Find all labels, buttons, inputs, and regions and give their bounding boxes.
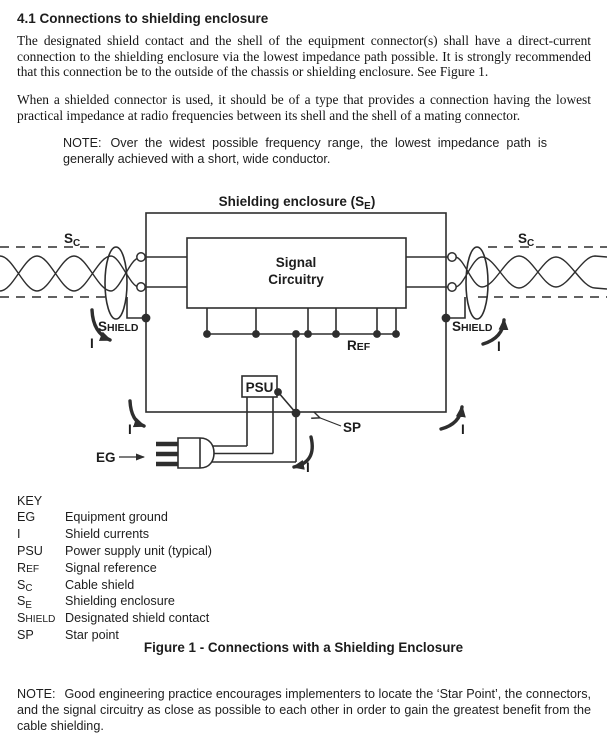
section-heading: 4.1 Connections to shielding enclosure [17,11,269,26]
connector-pin [448,283,456,291]
key-definition: Designated shield contact [65,611,210,626]
figure-key [17,494,437,645]
figure-caption: Figure 1 - Connections with a Shielding Enclosure [143,640,464,655]
connector-pin [448,253,456,261]
plug-symbol [178,438,214,468]
current-arrow-left-lower [130,401,144,426]
key-term: SC [17,577,33,595]
shield-contact-dot-left [142,314,151,323]
key-definition: Equipment ground [65,509,168,524]
note-bottom [17,686,591,734]
current-label: I [461,422,465,437]
connector-pin [137,253,145,261]
key-definition: Shielding enclosure [65,594,175,609]
shield-contact-dot-right [442,314,451,323]
current-label: I [128,422,132,437]
key-definition: Cable shield [65,577,135,592]
cable-connector-right [466,247,488,319]
shield-label-right: SHIELD [452,319,493,334]
key-term: EG [17,509,36,524]
key-term: PSU [17,543,43,558]
current-arrow-right-lower [441,407,462,429]
key-heading: KEY [17,494,43,508]
key-row [17,544,437,561]
twisted-pair-right [455,256,607,289]
cable-shield-dashed-left [0,247,106,297]
key-row [17,578,437,595]
key-row [17,611,437,628]
key-definition: Signal reference [65,560,157,575]
key-definition: Star point [65,628,119,643]
key-row [17,510,437,527]
cable-shield-dashed-right [478,247,607,297]
ref-bus [207,308,396,334]
plug-prongs [156,444,179,464]
ref-node [373,330,381,338]
signal-circuitry-label-line2: Circuitry [268,272,324,287]
ref-node [252,330,260,338]
figure-title: Shielding enclosure $(S_E)$ [218,194,376,212]
signal-circuitry-label-line1: Signal [275,255,317,270]
current-label: I [306,460,310,475]
note-label: NOTE: [17,687,56,701]
note-text: Over the widest possible frequency range, the lowest impedance path is generally achieved with a short, wide conductor. [63,136,547,166]
shield-label-left: SHIELD [98,319,139,334]
note-indented [63,135,547,167]
signal-wires-left [141,257,187,287]
cable-shield-label-right: $S_C$ [518,231,535,249]
paragraph-1: The designated shield contact and the shell of the equipment connector(s) shall have a direct-current connection to the shielding enclosure via the lowest impedance path possible. It is strongly recommended that this connection be to the outside of the chassis or shielding enclosure. See Figure 1. [17,33,591,80]
current-label: I [90,336,94,351]
key-term: SHIELD [17,611,56,626]
psu-wires [212,392,296,462]
note-label: NOTE: [63,136,102,150]
twisted-pair-left [0,256,139,291]
sp-leader [319,418,341,427]
star-point-dot [292,409,301,418]
figure-diagram [0,185,607,485]
key-definition: Power supply unit (typical) [65,543,212,558]
ref-node [203,330,211,338]
sp-label: SP [343,420,362,435]
cable-shield-label-left: $S_C$ [64,231,81,249]
key-term: I [17,526,21,541]
paragraph-2: When a shielded connector is used, it should be of a type that provides a connection having the lowest practical impedance at radio frequencies between its shell and the shell of a mating connector. [17,92,591,123]
ref-node [304,330,312,338]
key-term: SP [17,628,34,643]
current-label: I [497,339,501,354]
connector-pin [137,283,145,291]
signal-wires-right [406,257,452,287]
key-row [17,561,437,578]
ref-node [392,330,400,338]
key-row [17,527,437,544]
eg-label: EG [96,450,116,465]
key-term: REF [17,560,40,575]
ref-label: REF [347,338,371,353]
note-text: Good engineering practice encourages implementers to locate the ‘Star Point’, the connectors, and the signal circuitry as close as possible to each other in order to gain the greatest benefit from the cable shielding. [17,687,591,733]
key-definition: Shield currents [65,526,149,541]
ref-node [332,330,340,338]
key-term: SE [17,594,32,611]
psu-node [274,388,282,396]
psu-label: PSU [245,380,274,395]
key-row [17,594,437,611]
